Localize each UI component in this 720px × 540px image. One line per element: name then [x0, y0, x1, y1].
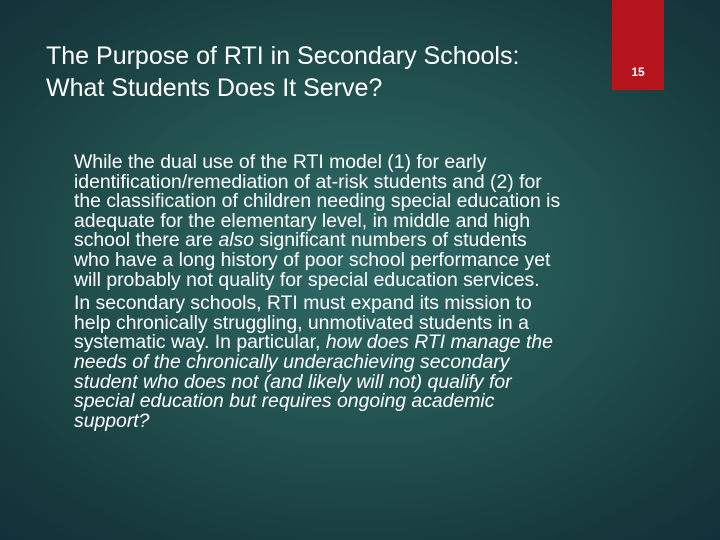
paragraph-secondary-schools	[74, 294, 704, 431]
emphasis-line: support?	[74, 409, 150, 432]
body-text: significant numbers of students	[254, 229, 527, 252]
slide-number-badge	[612, 0, 664, 90]
body-line: the classification of children needing special education is	[74, 190, 561, 213]
body-line: In secondary schools, RTI must expand its mission to	[74, 292, 532, 315]
emphasis-line: needs of the chronically underachieving secondary	[74, 350, 510, 373]
emphasis-line: student who does not (and likely will not) qualify for	[74, 370, 512, 393]
body-line: help chronically struggling, unmotivated students in a	[74, 311, 529, 334]
emphasis-text: also	[218, 229, 255, 252]
body-line	[74, 333, 704, 353]
body-line: identification/remediation of at-risk students and (2) for	[74, 170, 542, 193]
body-text: systematic way. In particular,	[74, 331, 326, 354]
title-line-2: What Students Does It Serve?	[46, 74, 383, 102]
body-line: While the dual use of the RTI model (1) for early	[74, 151, 487, 173]
slide-title	[46, 40, 606, 104]
body-line: will probably not quality for special education services.	[74, 268, 540, 291]
slide-body	[74, 153, 704, 435]
body-text: school there are	[74, 229, 219, 252]
emphasis-text: how does RTI manage the	[325, 331, 553, 354]
paragraph-dual-use	[74, 153, 704, 290]
body-line: adequate for the elementary level, in middle and high	[74, 209, 530, 232]
title-line-1: The Purpose of RTI in Secondary Schools:	[46, 42, 520, 70]
emphasis-line: special education but requires ongoing academic	[74, 390, 495, 413]
body-line: who have a long history of poor school performance yet	[74, 248, 551, 271]
slide-number: 15	[631, 65, 645, 79]
